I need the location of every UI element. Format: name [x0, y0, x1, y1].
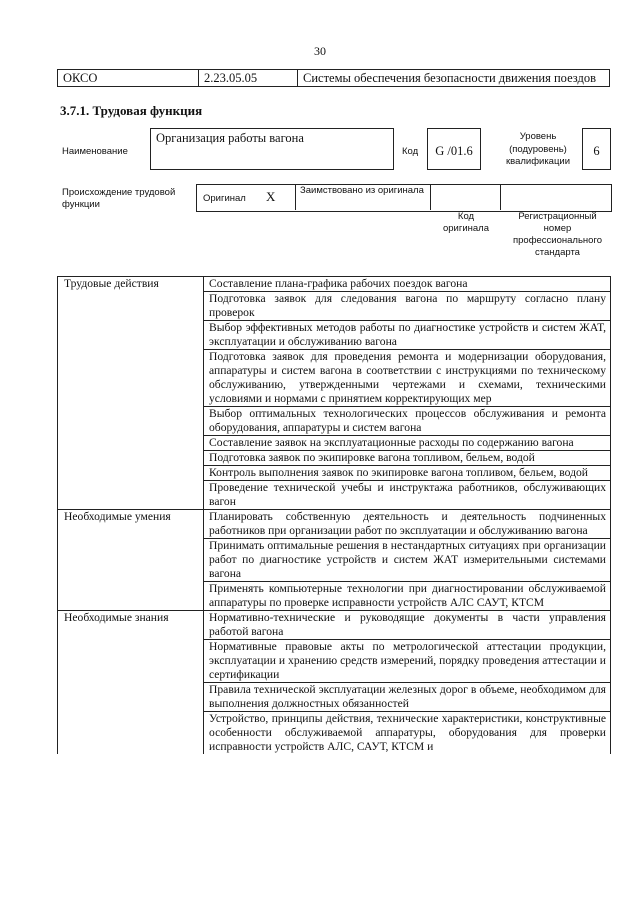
section-item: Проведение технической учебы и инструктажа работников, обслуживающих вагон — [204, 481, 611, 510]
code-label: Код — [402, 146, 419, 157]
reg-number-caption: Регистрационный номер профессионального стандарта — [513, 211, 602, 258]
divider — [430, 184, 431, 210]
section-item: Принимать оптимальные решения в нестандартных ситуациях при организации работ по диагностике устройств и систем ЖАТ измерительными системами вагона — [204, 539, 611, 582]
original-checkmark: X — [266, 189, 276, 204]
section-item: Составление заявок на эксплуатационные расходы по содержанию вагона — [204, 436, 611, 451]
divider — [500, 184, 501, 210]
origin-label: Происхождение трудовой функции — [62, 187, 176, 210]
table-row — [58, 611, 611, 640]
section-item: Правила технической эксплуатации железных дорог в объеме, необходимом для выполнения должностных обязанностей — [204, 683, 611, 712]
section-item: Нормативно-технические и руководящие документы в части управления работой вагона — [204, 611, 611, 640]
okso-label: ОКСО — [58, 70, 199, 87]
divider — [295, 184, 296, 210]
page-number: 30 — [314, 44, 326, 58]
level-field: 6 — [582, 128, 611, 170]
section-item: Планировать собственную деятельность и деятельность подчиненных работников при организации работ по эксплуатации и обслуживанию вагона — [204, 510, 611, 539]
table-row — [58, 277, 611, 292]
section-item: Подготовка заявок для следования вагона по маршруту согласно плану проверок — [204, 292, 611, 321]
section-title: Трудовые действия — [58, 277, 204, 510]
section-item: Подготовка заявок для проведения ремонта и модернизации оборудования, аппаратуры и систем вагона в соответствии с инструкциями по техническому обслуживанию, утвержденными чертежами и схемами, техническими условиями и нормами с принятием корректирующих мер — [204, 350, 611, 407]
function-name-field: Организация работы вагона — [150, 128, 394, 170]
original-label: Оригинал — [203, 193, 246, 204]
code-original-caption: Код оригинала — [442, 211, 489, 234]
name-label: Наименование — [62, 146, 128, 157]
okso-table — [57, 69, 610, 87]
section-item: Подготовка заявок по экипировке вагона топливом, бельем, водой — [204, 451, 611, 466]
level-label: Уровень (подуровень) квалификации — [505, 131, 571, 167]
section-item: Выбор оптимальных технологических процессов обслуживания и ремонта оборудования, аппаратуры и систем вагона — [204, 407, 611, 436]
borrowed-label: Заимствовано из оригинала — [300, 185, 424, 196]
section-title: Необходимые знания — [58, 611, 204, 755]
section-item: Применять компьютерные технологии при диагностировании обслуживаемой аппаратуры по проверке исправности устройств АЛС САУТ, КТСМ — [204, 582, 611, 611]
section-title: Необходимые умения — [58, 510, 204, 611]
okso-title: Системы обеспечения безопасности движения поездов — [298, 70, 610, 87]
section-item: Нормативные правовые акты по метрологической аттестации продукции, эксплуатации и хранению средств измерений, порядку проведения аттестации и сертификации — [204, 640, 611, 683]
table-row — [58, 510, 611, 539]
function-code-field: G /01.6 — [427, 128, 481, 170]
okso-code: 2.23.05.05 — [199, 70, 298, 87]
section-heading: 3.7.1. Трудовая функция — [60, 103, 203, 118]
section-item: Контроль выполнения заявок по экипировке вагона топливом, бельем, водой — [204, 466, 611, 481]
labor-function-table — [57, 276, 611, 754]
section-item: Выбор эффективных методов работы по диагностике устройств и систем ЖАТ, эксплуатации и обслуживанию вагона — [204, 321, 611, 350]
section-item: Устройство, принципы действия, технические характеристики, конструктивные особенности обслуживаемой аппаратуры, оборудования для проверки исправности устройств АЛС, САУТ, КТСМ и — [204, 712, 611, 755]
section-item: Составление плана-графика рабочих поездок вагона — [204, 277, 611, 292]
